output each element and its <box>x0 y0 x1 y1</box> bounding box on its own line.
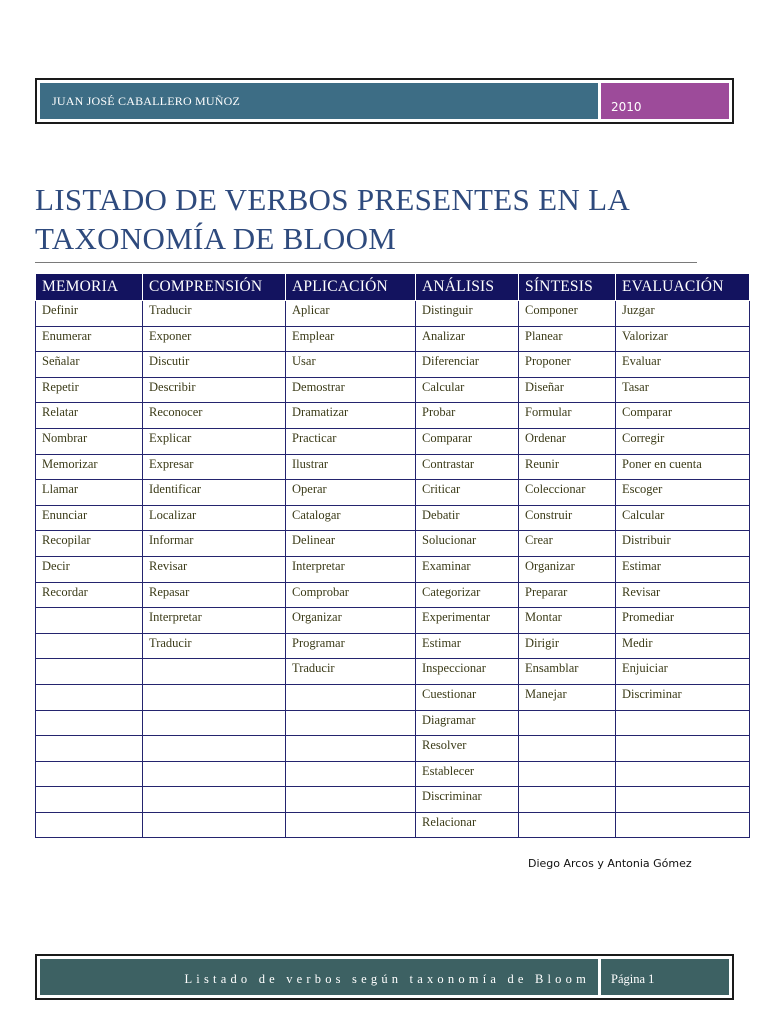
table-cell: Probar <box>416 403 519 429</box>
table-cell <box>143 659 286 685</box>
column-header-analisis: ANÁLISIS <box>416 274 519 301</box>
table-cell: Relatar <box>36 403 143 429</box>
table-cell: Contrastar <box>416 454 519 480</box>
table-cell: Analizar <box>416 326 519 352</box>
table-row <box>36 659 750 685</box>
table-cell: Debatir <box>416 505 519 531</box>
table-cell: Enunciar <box>36 505 143 531</box>
table-cell: Revisar <box>616 582 750 608</box>
table-row <box>36 812 750 838</box>
table-cell <box>616 787 750 813</box>
table-cell <box>143 736 286 762</box>
page-footer <box>35 954 734 1000</box>
table-cell <box>143 812 286 838</box>
table-cell: Comparar <box>616 403 750 429</box>
table-cell <box>286 761 416 787</box>
table-cell: Interpretar <box>143 608 286 634</box>
table-cell: Distribuir <box>616 531 750 557</box>
table-cell: Demostrar <box>286 377 416 403</box>
table-cell: Examinar <box>416 556 519 582</box>
table-cell: Ilustrar <box>286 454 416 480</box>
page-header <box>35 78 734 124</box>
table-cell: Nombrar <box>36 428 143 454</box>
table-row <box>36 761 750 787</box>
table-cell: Localizar <box>143 505 286 531</box>
table-cell: Recordar <box>36 582 143 608</box>
table-cell: Practicar <box>286 428 416 454</box>
table-row <box>36 556 750 582</box>
table-cell: Discriminar <box>416 787 519 813</box>
table-row <box>36 608 750 634</box>
table-row <box>36 480 750 506</box>
table-cell: Calcular <box>416 377 519 403</box>
table-cell: Revisar <box>143 556 286 582</box>
table-cell <box>519 736 616 762</box>
table-row <box>36 454 750 480</box>
table-cell: Resolver <box>416 736 519 762</box>
table-cell: Exponer <box>143 326 286 352</box>
table-cell <box>36 812 143 838</box>
table-cell: Decir <box>36 556 143 582</box>
column-header-memoria: MEMORIA <box>36 274 143 301</box>
document-title <box>35 180 695 258</box>
table-cell: Planear <box>519 326 616 352</box>
table-row <box>36 710 750 736</box>
table-cell: Aplicar <box>286 301 416 327</box>
table-cell: Proponer <box>519 352 616 378</box>
table-cell: Categorizar <box>416 582 519 608</box>
table-cell: Ordenar <box>519 428 616 454</box>
table-row <box>36 301 750 327</box>
table-cell: Experimentar <box>416 608 519 634</box>
table-cell: Organizar <box>519 556 616 582</box>
table-row <box>36 428 750 454</box>
table-cell <box>36 684 143 710</box>
table-cell: Diseñar <box>519 377 616 403</box>
table-cell <box>286 684 416 710</box>
table-cell: Discriminar <box>616 684 750 710</box>
table-row <box>36 736 750 762</box>
table-cell: Informar <box>143 531 286 557</box>
footer-title: Listado de verbos según taxonomía de Bloom <box>40 959 598 995</box>
table-body <box>36 301 750 838</box>
table-cell <box>616 761 750 787</box>
table-cell <box>286 812 416 838</box>
table-cell: Corregir <box>616 428 750 454</box>
table-cell: Programar <box>286 633 416 659</box>
table-cell: Tasar <box>616 377 750 403</box>
table-cell <box>616 736 750 762</box>
table-cell <box>36 787 143 813</box>
table-cell <box>36 633 143 659</box>
table-cell: Reconocer <box>143 403 286 429</box>
table-cell: Enjuiciar <box>616 659 750 685</box>
table-cell <box>143 761 286 787</box>
table-cell: Traducir <box>286 659 416 685</box>
table-cell: Emplear <box>286 326 416 352</box>
table-cell: Construir <box>519 505 616 531</box>
table-cell: Poner en cuenta <box>616 454 750 480</box>
table-cell: Definir <box>36 301 143 327</box>
table-row <box>36 531 750 557</box>
table-cell: Describir <box>143 377 286 403</box>
table-cell <box>519 812 616 838</box>
table-cell: Evaluar <box>616 352 750 378</box>
table-cell: Discutir <box>143 352 286 378</box>
table-cell <box>616 710 750 736</box>
table-cell: Establecer <box>416 761 519 787</box>
table-cell: Montar <box>519 608 616 634</box>
table-cell <box>36 608 143 634</box>
table-cell <box>143 787 286 813</box>
table-cell: Catalogar <box>286 505 416 531</box>
table-row <box>36 505 750 531</box>
table-cell: Explicar <box>143 428 286 454</box>
table-cell <box>519 787 616 813</box>
table-cell: Componer <box>519 301 616 327</box>
table-row <box>36 403 750 429</box>
table-header-row <box>36 274 750 301</box>
title-divider <box>35 262 697 263</box>
table-cell <box>36 761 143 787</box>
column-header-sintesis: SÍNTESIS <box>519 274 616 301</box>
table-cell <box>36 659 143 685</box>
table-cell: Manejar <box>519 684 616 710</box>
table-cell: Traducir <box>143 633 286 659</box>
table-cell: Medir <box>616 633 750 659</box>
table-cell: Promediar <box>616 608 750 634</box>
verbs-table <box>35 273 750 838</box>
table-cell <box>519 761 616 787</box>
title-line-2: TAXONOMÍA DE BLOOM <box>35 221 397 256</box>
table-cell: Cuestionar <box>416 684 519 710</box>
table-cell: Enumerar <box>36 326 143 352</box>
table-cell: Traducir <box>143 301 286 327</box>
table-cell: Criticar <box>416 480 519 506</box>
table-cell: Operar <box>286 480 416 506</box>
table-cell <box>286 736 416 762</box>
table-cell: Repasar <box>143 582 286 608</box>
footer-page-number: Página 1 <box>601 959 729 995</box>
header-author: JUAN JOSÉ CABALLERO MUÑOZ <box>40 83 598 119</box>
table-cell: Llamar <box>36 480 143 506</box>
table-cell: Reunir <box>519 454 616 480</box>
table-cell <box>519 710 616 736</box>
table-cell <box>616 812 750 838</box>
column-header-evaluacion: EVALUACIÓN <box>616 274 750 301</box>
table-cell <box>143 710 286 736</box>
authors-credit: Diego Arcos y Antonia Gómez <box>528 857 692 870</box>
table-cell: Calcular <box>616 505 750 531</box>
table-cell: Delinear <box>286 531 416 557</box>
table-cell: Dirigir <box>519 633 616 659</box>
table-row <box>36 684 750 710</box>
table-cell: Inspeccionar <box>416 659 519 685</box>
table-cell: Crear <box>519 531 616 557</box>
table-cell: Memorizar <box>36 454 143 480</box>
table-cell: Identificar <box>143 480 286 506</box>
table-cell: Organizar <box>286 608 416 634</box>
table-cell: Usar <box>286 352 416 378</box>
table-cell: Repetir <box>36 377 143 403</box>
column-header-aplicacion: APLICACIÓN <box>286 274 416 301</box>
table-cell <box>36 710 143 736</box>
table-cell: Recopilar <box>36 531 143 557</box>
header-year: 2010 <box>601 83 729 119</box>
column-header-comprension: COMPRENSIÓN <box>143 274 286 301</box>
table-cell: Valorizar <box>616 326 750 352</box>
table-row <box>36 352 750 378</box>
table-cell: Comprobar <box>286 582 416 608</box>
table-cell: Dramatizar <box>286 403 416 429</box>
table-cell: Diferenciar <box>416 352 519 378</box>
table-cell <box>286 710 416 736</box>
table-row <box>36 582 750 608</box>
table-cell: Expresar <box>143 454 286 480</box>
table-cell <box>286 787 416 813</box>
table-cell: Interpretar <box>286 556 416 582</box>
table-cell: Distinguir <box>416 301 519 327</box>
table-cell <box>143 684 286 710</box>
table-cell: Relacionar <box>416 812 519 838</box>
table-row <box>36 633 750 659</box>
table-cell: Diagramar <box>416 710 519 736</box>
table-cell: Estimar <box>616 556 750 582</box>
table-cell: Ensamblar <box>519 659 616 685</box>
table-cell: Señalar <box>36 352 143 378</box>
table-row <box>36 787 750 813</box>
table-cell: Coleccionar <box>519 480 616 506</box>
table-cell: Preparar <box>519 582 616 608</box>
table-cell <box>36 736 143 762</box>
title-line-1: LISTADO DE VERBOS PRESENTES EN LA <box>35 182 631 217</box>
table-cell: Solucionar <box>416 531 519 557</box>
table-cell: Formular <box>519 403 616 429</box>
table-cell: Juzgar <box>616 301 750 327</box>
table-row <box>36 326 750 352</box>
table-cell: Escoger <box>616 480 750 506</box>
table-cell: Comparar <box>416 428 519 454</box>
table-row <box>36 377 750 403</box>
table-cell: Estimar <box>416 633 519 659</box>
